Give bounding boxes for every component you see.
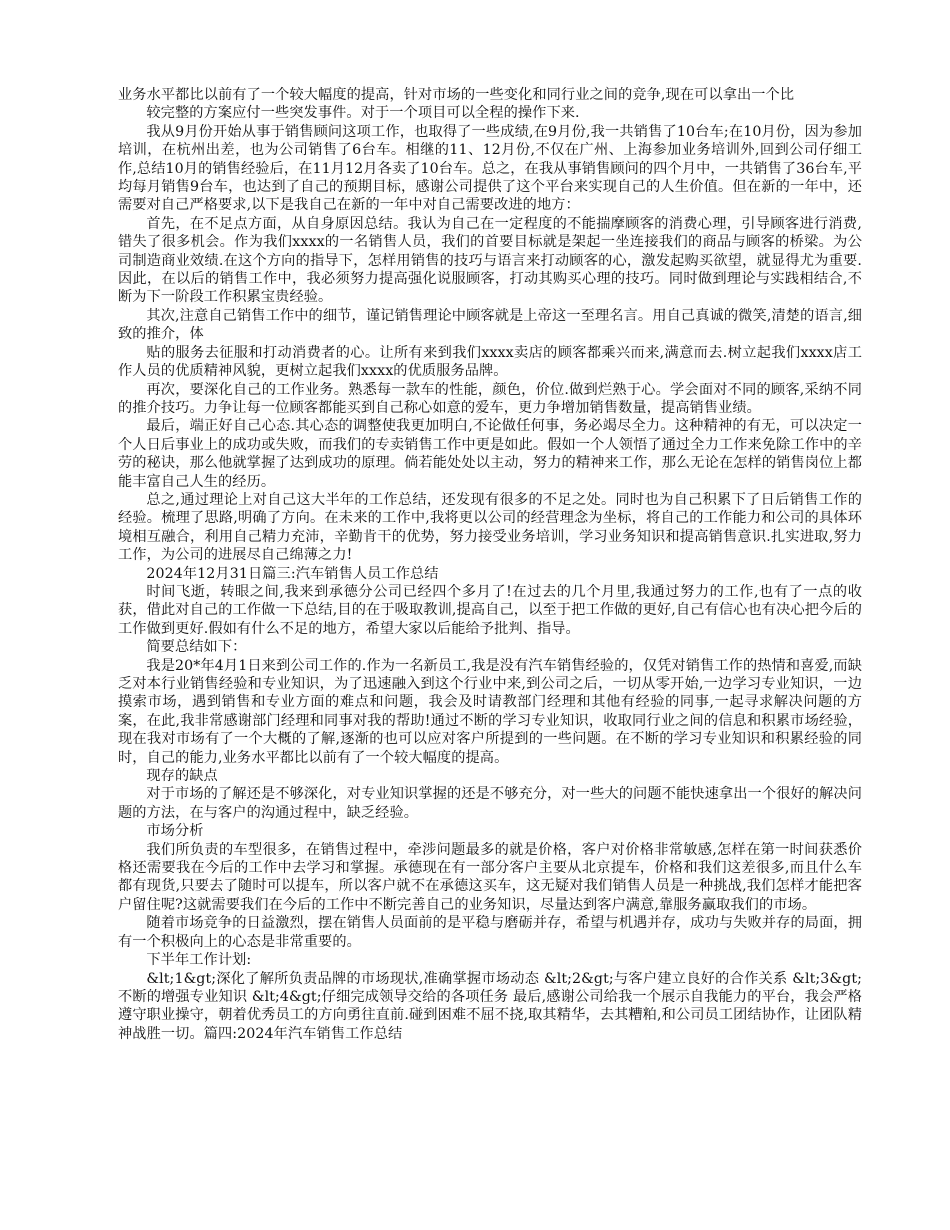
paragraph-market-analysis: 我们所负责的车型很多，在销售过程中，牵涉问题最多的就是价格，客户对价格非常敏感,怎样在第一时间获悉价格还需要我在今后的工作中去学习和掌握。承德现在有一部分客户主要从北京提车，价格和我们这差很多,而且什么车都有现货,只要去了随时可以提车，所以客户就不在承德这买车，这无疑对我们销售人员是一种挑战,我们怎样才能把客户留住呢?这就需要我们在今后的工作中不断完善自己的业务知识，尽量达到客户满意,靠服务赢取我们的市场。 xyxy=(118,841,862,913)
paragraph-third-point: 再次，要深化自己的工作业务。熟悉每一款车的性能，颜色，价位.做到烂熟于心。学会面对不同的顾客,采纳不同的推介技巧。力争让每一位顾客都能买到自己称心如意的爱车，更力争增加销售数量，提高销售业绩。 xyxy=(118,381,862,416)
paragraph-sales-record: 我从9月份开始从事于销售顾问这项工作，也取得了一些成绩,在9月份,我一共销售了10台车;在10月份，因为参加培训，在杭州出差，也为公司销售了6台车。相继的11、12月份,不仅在广州、上海参加业务培训外,回到公司仔细工作,总结10月的销售经验后，在11月12月各卖了10台车。总之，在我从事销售顾问的四个月中，一共销售了36台车,平均每月销售9台车，也达到了自己的预期目标，感谢公司提供了这个平台来实现自己的人生价值。但在新的一年中，还需要对自己严格要求,以下是我自己在新的一年中对自己需要改进的地方： xyxy=(118,123,862,214)
paragraph-competition: 随着市场竞争的日益激烈，摆在销售人员面前的是平稳与磨砺并存，希望与机遇并存，成功与失败并存的局面，拥有一个积极向上的心态是非常重要的。 xyxy=(118,915,862,950)
subheading-work-plan: 下半年工作计划: xyxy=(146,952,252,969)
paragraph: 较完整的方案应付一些突发事件。对于一个项目可以全程的操作下来. xyxy=(146,105,580,122)
subheading-market-analysis: 市场分析 xyxy=(146,823,204,840)
subheading-shortcomings: 现存的缺点 xyxy=(146,768,218,785)
paragraph-first-point: 首先，在不足点方面，从自身原因总结。我认为自己在一定程度的不能揣摩顾客的消费心理，引导顾客进行消费,错失了很多机会。作为我们xxxx的一名销售人员，我们的首要目标就是架起一坐连接我们的商品与顾客的桥梁。为公司制造商业效绩.在这个方向的指导下，怎样用销售的技巧与语言来打动顾客的心，激发起购买欲望，就显得尤为重要.因此，在以后的销售工作中，我必须努力提高强化说服顾客，打动其购买心理的技巧。同时做到理论与实践相结合,不断为下一阶段工作积累宝贵经验。 xyxy=(118,215,862,306)
paragraph-second-point: 其次,注意自己销售工作中的细节，谨记销售理论中顾客就是上帝这一至理名言。用自己真诚的微笑,清楚的语言,细致的推介，体 xyxy=(118,307,862,343)
section-heading-part-three: 2024年12月31日篇三:汽车销售人员工作总结 xyxy=(146,565,439,582)
paragraph-continuation: 业务水平都比以前有了一个较大幅度的提高，针对市场的一些变化和同行业之间的竞争,现在可以拿出一个比 xyxy=(118,87,795,103)
subheading-summary: 简要总结如下： xyxy=(146,639,247,656)
paragraph-work-plan: &lt;1&gt;深化了解所负责品牌的市场现状,准确掌握市场动态 &lt;2&gt;与客户建立良好的合作关系 &lt;3&gt;不断的增强专业知识 &lt;4&gt;仔细完成领导交给的各项任务 最后,感谢公司给我一个展示自我能力的平台，我会严格遵守职业操守，朝着优秀员工的方向勇往直前.碰到困难不屈不挠,取其精华，去其糟粕,和公司员工团结协作，让团队精神战胜一切。篇四:2024年汽车销售工作总结 xyxy=(118,970,862,1042)
paragraph-intro: 时间飞逝，转眼之间,我来到承德分公司已经四个多月了!在过去的几个月里,我通过努力的工作,也有了一点的收获，借此对自己的工作做一下总结,目的在于吸取教训,提高自己，以至于把工作做的更好,自己有信心也有决心把今后的工作做到更好.假如有什么不足的地方，希望大家以后能给予批判、指导。 xyxy=(118,583,862,637)
document-body xyxy=(118,86,862,1043)
paragraph: 贴的服务去征服和打动消费者的心。让所有来到我们xxxx卖店的顾客都乘兴而来,满意而去.树立起我们xxxx店工作人员的优质精神风貌，更树立起我们xxxx的优质服务品牌。 xyxy=(118,344,862,380)
paragraph-conclusion: 总之,通过理论上对自己这大半年的工作总结，还发现有很多的不足之处。同时也为自己积累下了日后销售工作的经验。梳理了思路,明确了方向。在未来的工作中,我将更以公司的经营理念为坐标，将自己的工作能力和公司的具体环境相互融合，利用自己精力充沛，辛勤肯干的优势，努力接受业务培训，学习业务知识和提高销售意识.扎实进取,努力工作，为公司的进展尽自己绵薄之力! xyxy=(118,491,862,564)
paragraph-summary: 我是20*年4月1日来到公司工作的.作为一名新员工,我是没有汽车销售经验的，仅凭对销售工作的热情和喜爱,而缺乏对本行业销售经验和专业知识，为了迅速融入到这个行业中来,到公司之后，一切从零开始,一边学习专业知识，一边摸索市场，遇到销售和专业方面的难点和问题，我会及时请教部门经理和其他有经验的同事,一起寻求解决问题的方案，在此,我非常感谢部门经理和同事对我的帮助!通过不断的学习专业知识，收取同行业之间的信息和积累市场经验，现在我对市场有了一个大概的了解,逐渐的也可以应对客户所提到的一些问题。在不断的学习专业知识和积累经验的同时，自己的能力,业务水平都比以前有了一个较大幅度的提高。 xyxy=(118,657,862,766)
paragraph-last-point: 最后，端正好自己心态.其心态的调整使我更加明白,不论做任何事，务必竭尽全力。这种精神的有无，可以决定一个人日后事业上的成功或失败，而我们的专卖销售工作中更是如此。假如一个人领悟了通过全力工作来免除工作中的辛劳的秘诀，那么他就掌握了达到成功的原理。倘若能处处以主动，努力的精神来工作，那么无论在怎样的销售岗位上都能丰富自己人生的经历。 xyxy=(118,418,862,490)
paragraph-shortcomings: 对于市场的了解还是不够深化，对专业知识掌握的还是不够充分，对一些大的问题不能快速拿出一个很好的解决问题的方法，在与客户的沟通过程中，缺乏经验。 xyxy=(118,786,862,821)
